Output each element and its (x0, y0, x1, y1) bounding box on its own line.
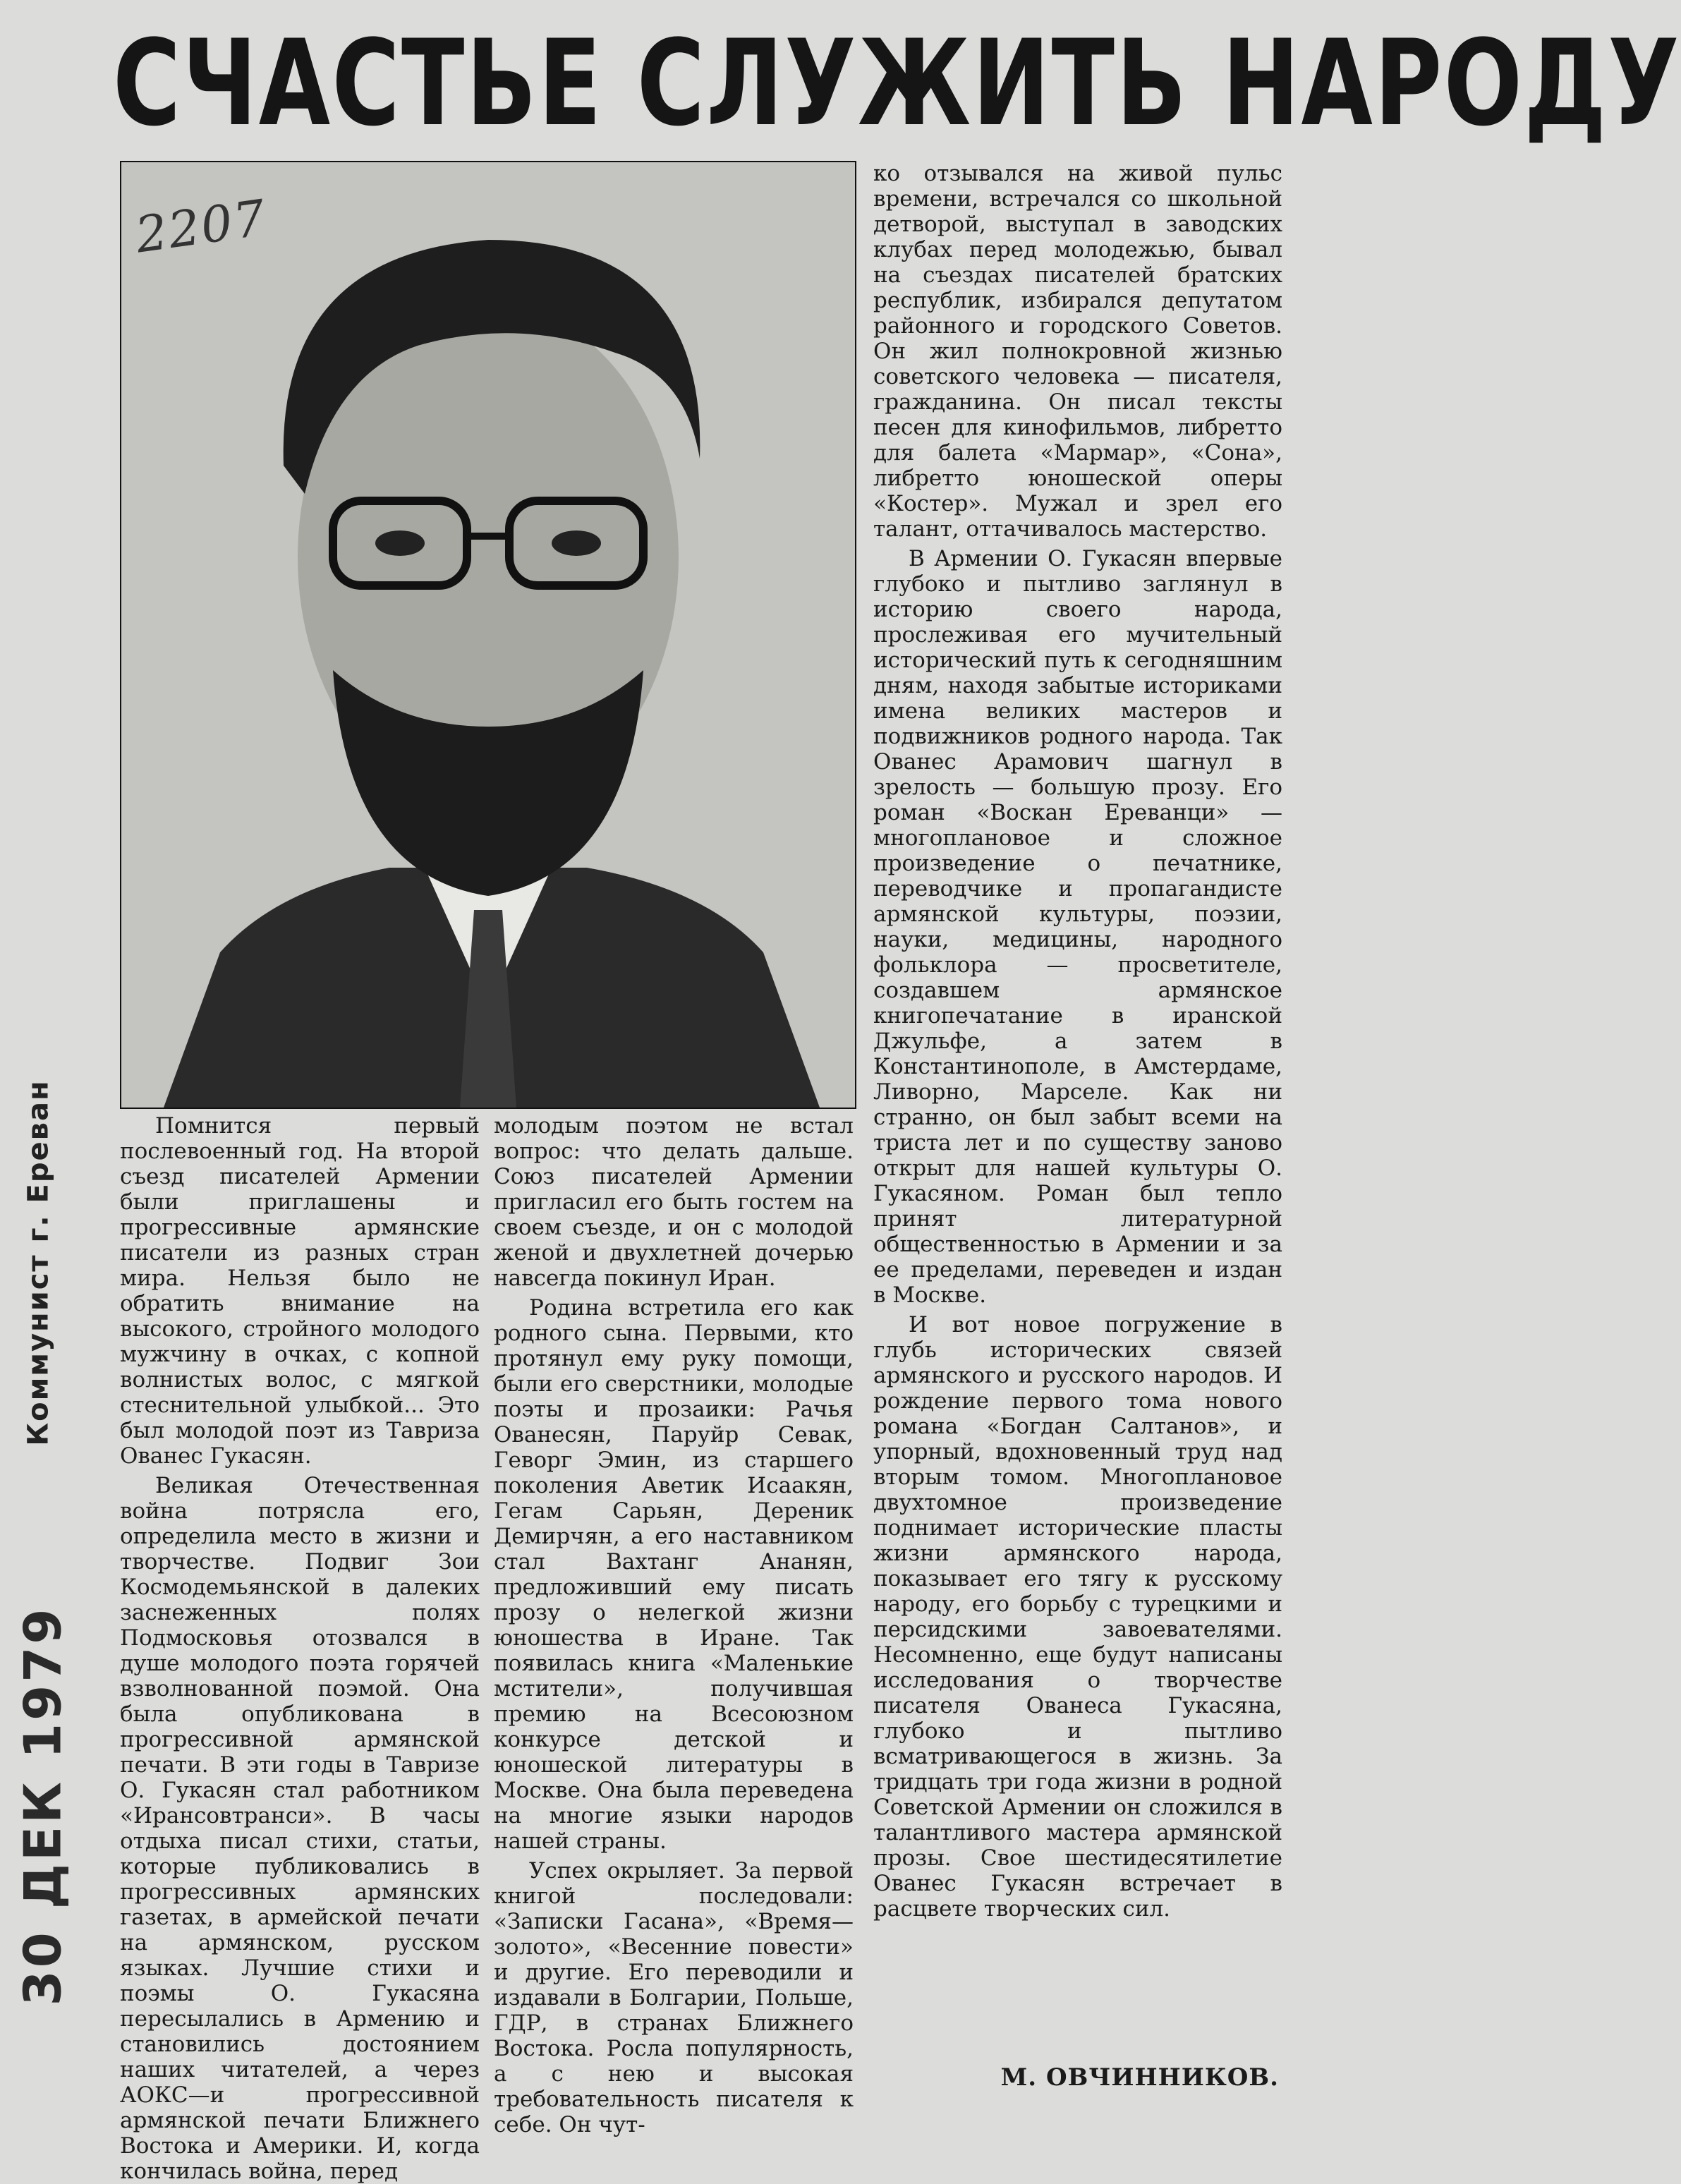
portrait-illustration (121, 162, 855, 1108)
paragraph: Великая Отечественная война потрясла его, определила место в жизни и творчестве. Подвиг Зои Космодемьянской в далеких заснеженных полях Подмосковья отозвался в душе молодого поэта горячей взволнованной поэмой. Она была опубликована в прогрессивной армянской печати. В эти годы в Тавризе О. Гукасян стал работником «Ирансовтранси». В часы отдыха писал стихи, статьи, которые публиковались в прогрессивных армянских газетах, в армейской печати на армянском, русском языках. Лучшие стихи и поэмы О. Гукасяна пересылались в Армению и становились достоянием наших читателей, а через АОКС—и прогрессивной армянской печати Ближнего Востока и Америки. И, когда кончилась война, перед (120, 1473, 480, 2184)
paragraph: молодым поэтом не встал вопрос: что делать дальше. Союз писателей Армении пригласил его быть гостем на своем съезде, и он с молодой женой и двухлетней дочерью навсегда покинул Иран. (494, 1113, 854, 1291)
portrait-photo (120, 161, 856, 1109)
date-stamp-text: 30 ДЕК 1979 (13, 1606, 73, 2006)
article-column-right (873, 161, 1282, 2009)
article-column-middle (494, 1113, 854, 2137)
paragraph: В Армении О. Гукасян впервые глубоко и пытливо заглянул в историю своего народа, прослеживая его мучительный исторический путь к сегодняшним дням, находя забытые историками имена великих мастеров и подвижников родного народа. Так Ованес Арамович шагнул в зрелость — большую прозу. Его роман «Воскан Ереванци» — многоплановое и сложное произведение о печатнике, переводчике и пропагандисте армянской культуры, поэзии, науки, медицины, народного фольклора — просветителе, создавшем армянское книгопечатание в иранской Джульфе, а затем в Константинополе, в Амстердаме, Ливорно, Марселе. Как ни странно, он был забыт всеми на триста лет и по существу заново открыт для нашей культуры О. Гукасяном. Роман был тепло принят литературной общественностью в Армении и за ее пределами, переведен и издан в Москве. (873, 546, 1282, 1308)
newspaper-stamp-text: Коммунист г. Ереван (23, 1079, 56, 1446)
paragraph: Успех окрыляет. За первой книгой последовали: «Записки Гасана», «Время—золото», «Весенние повести» и другие. Его переводили и издавали в Болгарии, Польше, ГДР, в странах Ближнего Востока. Росла популярность, а с нею и высокая требовательность писателя к себе. Он чут- (494, 1858, 854, 2137)
date-stamp (7, 1606, 78, 2006)
article-column-left (120, 1113, 480, 2184)
headline: СЧАСТЬЕ СЛУЖИТЬ НАРОДУ (113, 14, 1681, 152)
handwritten-note: 2207 (132, 188, 270, 265)
newspaper-stamp (14, 1079, 63, 1446)
paragraph: Помнится первый послевоенный год. На второй съезд писателей Армении были приглашены и прогрессивные армянские писатели из разных стран мира. Нельзя было не обратить внимание на высокого, стройного молодого мужчину в очках, с копной волнистых волос, с мягкой стеснительной улыбкой... Это был молодой поэт из Тавриза Ованес Гукасян. (120, 1113, 480, 1469)
paragraph: ко отзывался на живой пульс времени, встречался со школьной детворой, выступал в заводских клубах перед молодежью, бывал на съездах писателей братских республик, избирался депутатом районного и городского Советов. Он жил полнокровной жизнью советского человека — писателя, гражданина. Он писал тексты песен для кинофильмов, либретто для балета «Мармар», «Сона», либретто юношеской оперы «Костер». Мужал и зрел его талант, оттачивалось мастерство. (873, 161, 1282, 542)
author-signature: М. ОВЧИННИКОВ. (1000, 2063, 1279, 2092)
paragraph: Родина встретила его как родного сына. Первыми, кто протянул ему руку помощи, были его сверстники, молодые поэты и прозаики: Рачья Ованесян, Паруйр Севак, Геворг Эмин, из старшего поколения Аветик Исаакян, Гегам Сарьян, Дереник Демирчян, а его наставником стал Вахтанг Ананян, предложивший ему писать прозу о нелегкой жизни юношества в Иране. Так появилась книга «Маленькие мстители», получившая премию на Всесоюзном конкурсе детской и юношеской литературы в Москве. Она была переведена на многие языки народов нашей страны. (494, 1295, 854, 1854)
paragraph: И вот новое погружение в глубь исторических связей армянского и русского народов. И рождение первого тома нового романа «Богдан Салтанов», и упорный, вдохновенный труд над вторым томом. Многоплановое двухтомное произведение поднимает исторические пласты жизни армянского народа, показывает его тягу к русскому народу, его борьбу с турецкими и персидскими завоевателями. Несомненно, еще будут написаны исследования о творчестве писателя Ованеса Гукасяна, глубоко и пытливо всматривающегося в жизнь. За тридцать три года жизни в родной Советской Армении он сложился в талантливого мастера армянской прозы. Свое шестидесятилетие Ованес Гукасян встречает в расцвете творческих сил. (873, 1312, 1282, 1922)
